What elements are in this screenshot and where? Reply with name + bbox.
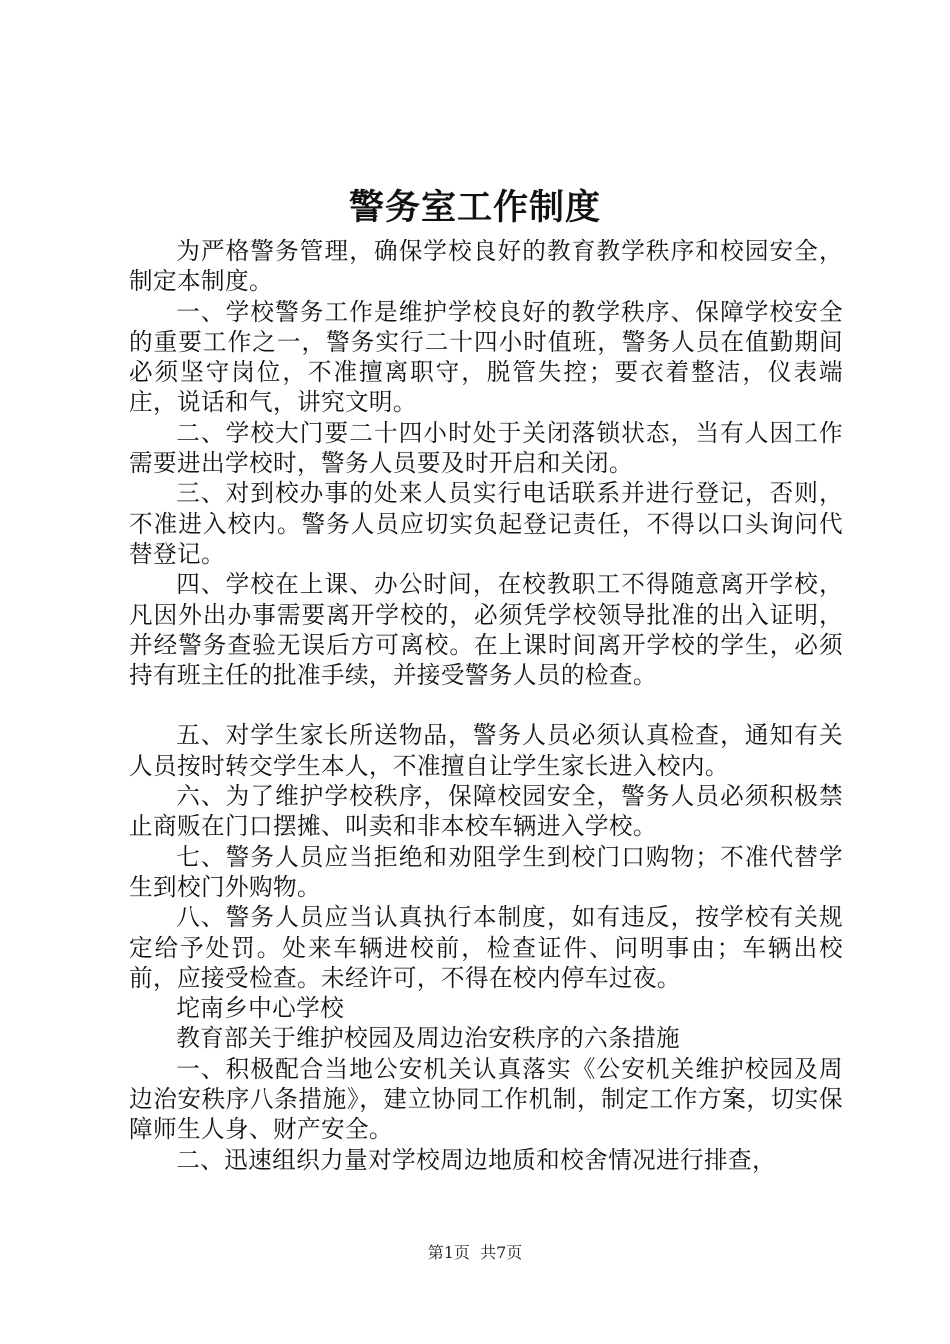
rule-paragraph-2: 二、学校大门要二十四小时处于关闭落锁状态，当有人因工作需要进出学校时，警务人员要及时开启和关闭。 bbox=[129, 418, 843, 478]
rule-paragraph-6: 六、为了维护学校秩序，保障校园安全，警务人员必须积极禁止商贩在门口摆摊、叫卖和非本校车辆进入学校。 bbox=[129, 782, 843, 841]
rule-paragraph-1: 一、学校警务工作是维护学校良好的教学秩序、保障学校安全的重要工作之一，警务实行二十四小时值班，警务人员在值勤期间必须坚守岗位，不准擅离职守，脱管失控；要衣着整洁，仪表端庄，说话和气，讲究文明。 bbox=[129, 297, 843, 417]
document-body bbox=[129, 236, 843, 1175]
rule-paragraph-4: 四、学校在上课、办公时间，在校教职工不得随意离开学校，凡因外出办事需要离开学校的，必须凭学校领导批准的出入证明，并经警务查验无误后方可离校。在上课时间离开学校的学生，必须持有班主任的批准手续，并接受警务人员的检查。 bbox=[129, 570, 843, 690]
page-number: 第1页 bbox=[427, 1243, 470, 1262]
rule-paragraph-8: 八、警务人员应当认真执行本制度，如有违反，按学校有关规定给予处罚。处来车辆进校前，检查证件、问明事由；车辆出校前，应接受检查。未经许可，不得在校内停车过夜。 bbox=[129, 903, 843, 992]
section-heading: 教育部关于维护校园及周边治安秩序的六条措施 bbox=[176, 1024, 681, 1053]
signature-school: 坨南乡中心学校 bbox=[176, 994, 345, 1023]
rule-paragraph-7: 七、警务人员应当拒绝和劝阻学生到校门口购物；不准代替学生到校门外购物。 bbox=[129, 842, 843, 901]
rule-paragraph-3: 三、对到校办事的处来人员实行电话联系并进行登记，否则，不准进入校内。警务人员应切实负起登记责任，不得以口头询问代替登记。 bbox=[129, 479, 843, 568]
measure-paragraph-2: 二、迅速组织力量对学校周边地质和校舍情况进行排查， bbox=[176, 1145, 777, 1174]
page-footer bbox=[0, 1242, 950, 1264]
page-total: 共7页 bbox=[480, 1243, 523, 1262]
intro-paragraph: 为严格警务管理，确保学校良好的教育教学秩序和校园安全，制定本制度。 bbox=[129, 237, 843, 296]
rule-paragraph-5: 五、对学生家长所送物品，警务人员必须认真检查，通知有关人员按时转交学生本人，不准擅自让学生家长进入校内。 bbox=[129, 721, 843, 780]
document-title: 警务室工作制度 bbox=[348, 188, 601, 228]
measure-paragraph-1: 一、积极配合当地公安机关认真落实《公安机关维护校园及周边治安秩序八条措施》，建立协同工作机制，制定工作方案，切实保障师生人身、财产安全。 bbox=[129, 1054, 843, 1144]
